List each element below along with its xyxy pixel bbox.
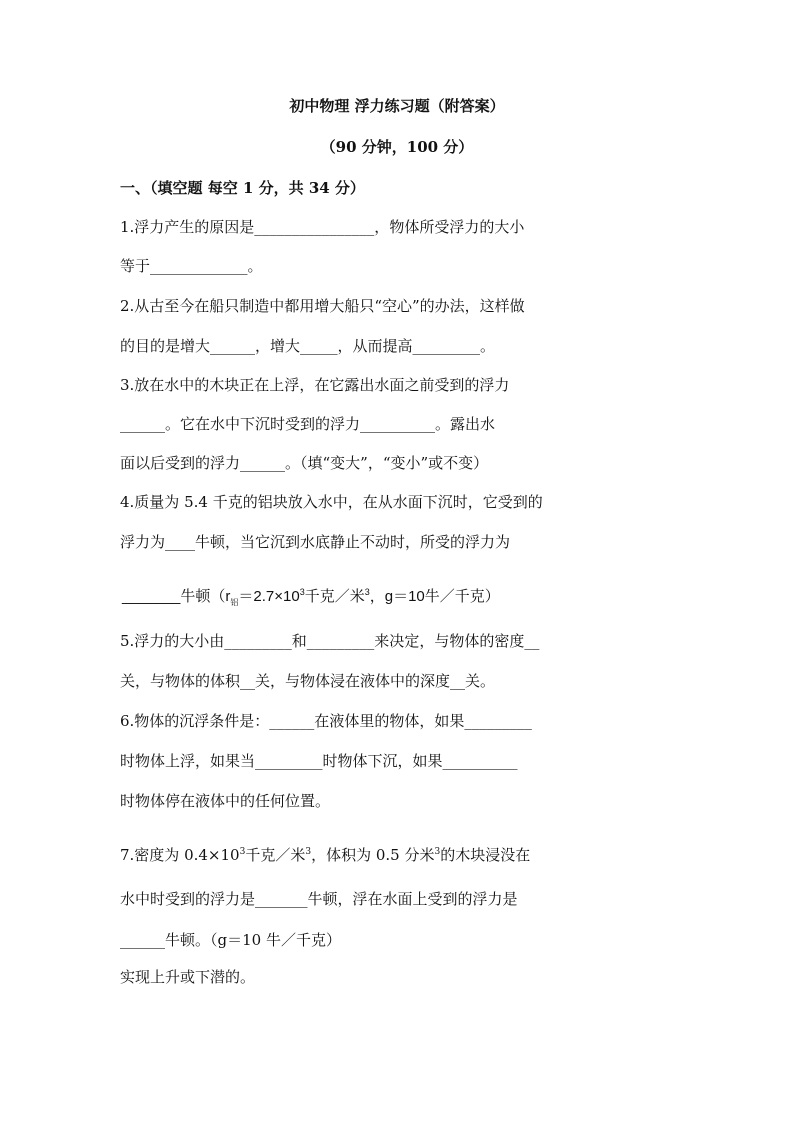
question-3-line-3: 面以后受到的浮力______。（填“变大”，“变小”或不变） [120,454,489,472]
question-7-tail: 的木块浸没在 [440,846,531,864]
trailing-text: 实现上升或下潜的。 [120,968,256,986]
question-1-line-2: 等于_____________。 [120,257,263,275]
question-4-formula-line [122,582,500,613]
density-exponent-7: 3 [239,847,246,857]
question-4-line-1: 4.质量为 5.4 千克的铝块放入水中，在从水面下沉时，它受到的 [120,493,543,511]
question-7-line-1 [120,842,530,865]
question-4-line-2: 浮力为____牛顿，当它沉到水底静止不动时，所受的浮力为 [120,533,511,551]
question-2-line-2: 的目的是增大______，增大_____，从而提高_________。 [120,337,496,355]
page-subtitle: （90 分钟，100 分） [320,138,474,156]
question-6-line-3: 时物体停在液体中的任何位置。 [120,792,331,810]
volume-exponent: 3 [434,847,441,857]
density-unit: 千克／米 [304,588,365,605]
volume-text: ，体积为 0.5 分米 [311,846,435,864]
density-text: 7.密度为 0.4×10 [120,846,240,864]
question-5-line-2: 关，与物体的体积__关，与物体浸在液体中的深度__关。 [120,672,496,690]
question-2-line-1: 2.从古至今在船只制造中都用增大船只“空心”的办法，这样做 [120,297,525,315]
formula-prefix: _______牛顿（r [122,588,231,605]
question-6-line-1: 6.物体的沉浮条件是：______在液体里的物体，如果_________ [120,712,532,730]
gravity-constant: ，g＝10牛／千克） [369,588,500,605]
section-heading: 一、（填空题 每空 1 分，共 34 分） [120,179,365,197]
page-title: 初中物理 浮力练习题（附答案） [289,97,505,115]
question-6-line-2: 时物体上浮，如果当_________时物体下沉，如果__________ [120,752,518,770]
question-3-line-2: ______。它在水中下沉时受到的浮力__________。露出水 [120,415,496,433]
density-unit-exponent-7: 3 [305,847,312,857]
question-5-line-1: 5.浮力的大小由_________和_________来决定，与物体的密度__ [120,632,540,650]
density-exponent: 3 [299,587,305,597]
density-unit-exponent: 3 [364,587,370,597]
question-3-line-1: 3.放在水中的木块正在上浮，在它露出水面之前受到的浮力 [120,376,510,394]
question-1-line-1: 1.浮力产生的原因是________________，物体所受浮力的大小 [120,218,525,236]
question-7-line-2: 水中时受到的浮力是_______牛顿，浮在水面上受到的浮力是 [120,890,518,908]
question-7-line-3: ______牛顿。（g＝10 牛／千克） [120,931,341,949]
density-unit-7: 千克／米 [245,846,306,864]
aluminum-subscript: 铝 [230,598,239,607]
density-value: ＝2.7×10 [238,588,300,605]
